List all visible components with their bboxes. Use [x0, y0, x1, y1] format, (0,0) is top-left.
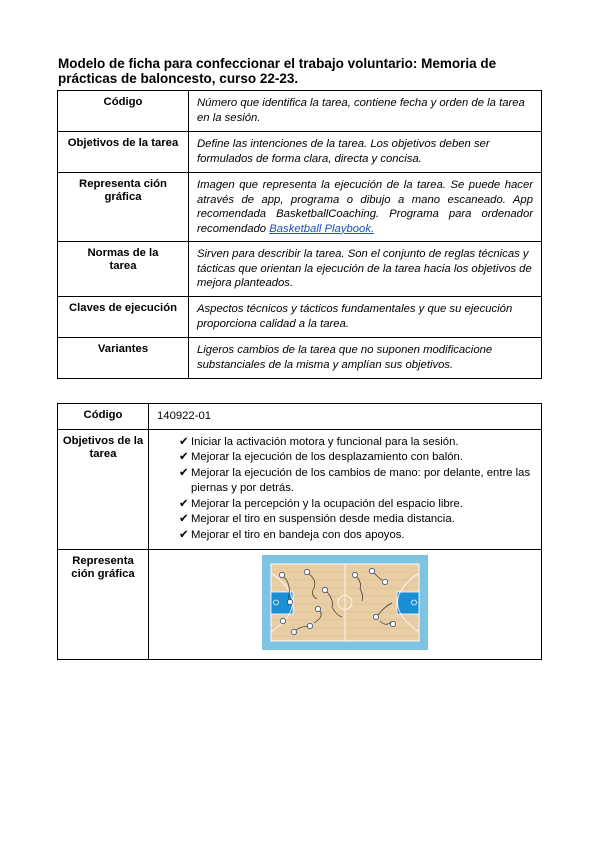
- check-icon: ✔: [179, 529, 189, 542]
- task-row-objetivos: [58, 429, 542, 549]
- row-description: Número que identifica la tarea, contiene fecha y orden de la tarea en la sesión.: [189, 91, 542, 132]
- task-table: [57, 403, 542, 660]
- objetivos-list: [157, 435, 533, 544]
- template-row-normas: [58, 242, 542, 297]
- row-label: Variantes: [58, 338, 189, 379]
- basketball-playbook-link[interactable]: Basketball Playbook.: [269, 222, 375, 235]
- row-description: Aspectos técnicos y tácticos fundamentales y que su ejecución proporciona calidad a la tarea.: [189, 297, 542, 338]
- check-icon: ✔: [179, 497, 189, 510]
- representacion-label: Representa ción gráfica: [58, 549, 149, 660]
- row-description: Sirven para describir la tarea. Son el conjunto de reglas técnicas y tácticas que orientan la ejecución de la tarea hacia los objetivos de mejora planteados.: [189, 242, 542, 297]
- row-description: Ligeros cambios de la tarea que no suponen modificacione substanciales de la misma y amplían sus objetivos.: [189, 338, 542, 379]
- objetivos-cell: [149, 429, 542, 549]
- representacion-cell: [149, 549, 542, 660]
- template-row-objetivos: [58, 132, 542, 173]
- template-row-representacion: [58, 173, 542, 242]
- list-item: ✔ Mejorar la ejecución de los cambios de mano: por delante, entre las piernas y por detrás.: [179, 466, 531, 495]
- check-icon: ✔: [179, 513, 189, 526]
- task-row-codigo: [58, 404, 542, 430]
- check-icon: ✔: [179, 466, 189, 479]
- row-label: Representa ción gráfica: [58, 173, 189, 242]
- codigo-label: Código: [58, 404, 149, 430]
- row-description: Define las intenciones de la tarea. Los objetivos deben ser formulados de forma clara, directa y concisa.: [189, 132, 542, 173]
- list-item: ✔ Mejorar la percepción y la ocupación del espacio libre.: [179, 497, 533, 513]
- check-icon: ✔: [179, 435, 189, 448]
- row-label: Objetivos de la tarea: [58, 132, 189, 173]
- list-item: ✔ Iniciar la activación motora y funcional para la sesión.: [179, 435, 533, 451]
- row-label: Claves de ejecución: [58, 297, 189, 338]
- row-label: Código: [58, 91, 189, 132]
- task-row-representacion: [58, 549, 542, 660]
- template-row-variantes: [58, 338, 542, 379]
- check-icon: ✔: [179, 451, 189, 464]
- document-title: Modelo de ficha para confeccionar el trabajo voluntario: Memoria de prácticas de baloncesto, curso 22-23.: [58, 56, 497, 86]
- row-label: Normas de la tarea: [58, 242, 189, 297]
- row-description: [189, 173, 542, 242]
- list-item: ✔ Mejorar el tiro en bandeja con dos apoyos.: [179, 528, 533, 544]
- basketball-court-diagram: [262, 555, 428, 650]
- list-item: ✔ Mejorar la ejecución de los desplazamiento con balón.: [179, 450, 533, 466]
- template-row-claves: [58, 297, 542, 338]
- template-table: [57, 90, 542, 379]
- row-description-text: Imagen que representa la ejecución de la tarea. Se puede hacer através de app, programa o dibujo a mano escaneado. App recomendada BasketballCoaching. Programa para ordenador recomendado: [197, 179, 533, 235]
- list-item: ✔ Mejorar el tiro en suspensión desde media distancia.: [179, 512, 533, 528]
- template-row-codigo: [58, 91, 542, 132]
- objetivos-label: Objetivos de la tarea: [58, 429, 149, 549]
- codigo-value: 140922-01: [149, 404, 542, 430]
